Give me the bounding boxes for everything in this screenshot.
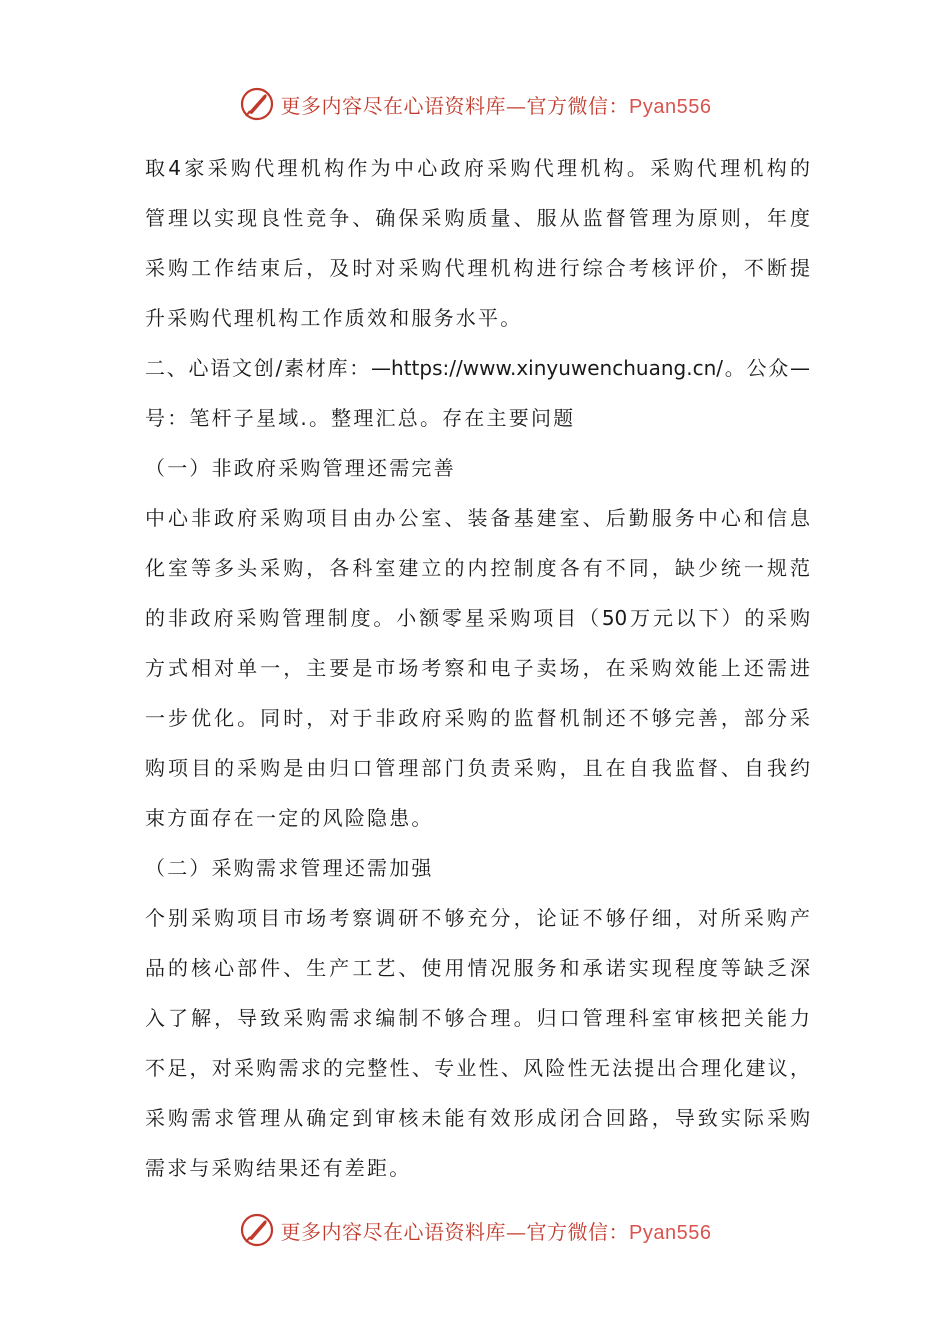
body-line: 购项目的采购是由归口管理部门负责采购，且在自我监督、自我约 bbox=[145, 756, 810, 780]
body-line: 一步优化。同时，对于非政府采购的监督机制还不够完善，部分采 bbox=[145, 706, 810, 730]
document-body bbox=[145, 150, 810, 1200]
body-line: 个别采购项目市场考察调研不够充分，论证不够仔细，对所采购产 bbox=[145, 906, 810, 930]
watermark-text: 更多内容尽在心语资料库—官方微信：Pyan556 bbox=[280, 1219, 712, 1244]
body-line: 方式相对单一，主要是市场考察和电子卖场，在采购效能上还需进 bbox=[145, 656, 810, 680]
body-line: 中心非政府采购项目由办公室、装备基建室、后勤服务中心和信息 bbox=[145, 506, 810, 530]
body-line: 束方面存在一定的风险隐患。 bbox=[145, 806, 434, 830]
body-line: 品的核心部件、生产工艺、使用情况服务和承诺实现程度等缺乏深 bbox=[145, 956, 810, 980]
body-line: 入了解，导致采购需求编制不够合理。归口管理科室审核把关能力 bbox=[145, 1006, 810, 1030]
footer-watermark bbox=[0, 1208, 950, 1252]
body-line: 需求与采购结果还有差距。 bbox=[145, 1156, 412, 1180]
body-line: 采购工作结束后，及时对采购代理机构进行综合考核评价，不断提 bbox=[145, 256, 810, 280]
body-line: 不足，对采购需求的完整性、专业性、风险性无法提出合理化建议， bbox=[145, 1056, 810, 1080]
watermark-text: 更多内容尽在心语资料库—官方微信：Pyan556 bbox=[280, 93, 712, 118]
body-line: 取4家采购代理机构作为中心政府采购代理机构。采购代理机构的 bbox=[145, 156, 810, 180]
section-heading-line: 号：笔杆子星域.。整理汇总。存在主要问题 bbox=[145, 406, 576, 430]
subsection-heading: （一）非政府采购管理还需完善 bbox=[145, 456, 456, 480]
body-line: 升采购代理机构工作质效和服务水平。 bbox=[145, 306, 523, 330]
body-line: 管理以实现良性竞争、确保采购质量、服从监督管理为原则，年度 bbox=[145, 206, 810, 230]
quill-pen-logo-icon bbox=[239, 86, 275, 122]
body-line: 采购需求管理从确定到审核未能有效形成闭合回路，导致实际采购 bbox=[145, 1106, 810, 1130]
header-watermark bbox=[0, 82, 950, 126]
subsection-heading: （二）采购需求管理还需加强 bbox=[145, 856, 434, 880]
quill-pen-logo-icon bbox=[239, 1212, 275, 1248]
body-line: 化室等多头采购，各科室建立的内控制度各有不同，缺少统一规范 bbox=[145, 556, 810, 580]
section-heading-line: 二、心语文创/素材库：—https://www.xinyuwenchuang.cn/。公众— bbox=[145, 356, 810, 380]
body-line: 的非政府采购管理制度。小额零星采购项目（50万元以下）的采购 bbox=[145, 606, 810, 630]
